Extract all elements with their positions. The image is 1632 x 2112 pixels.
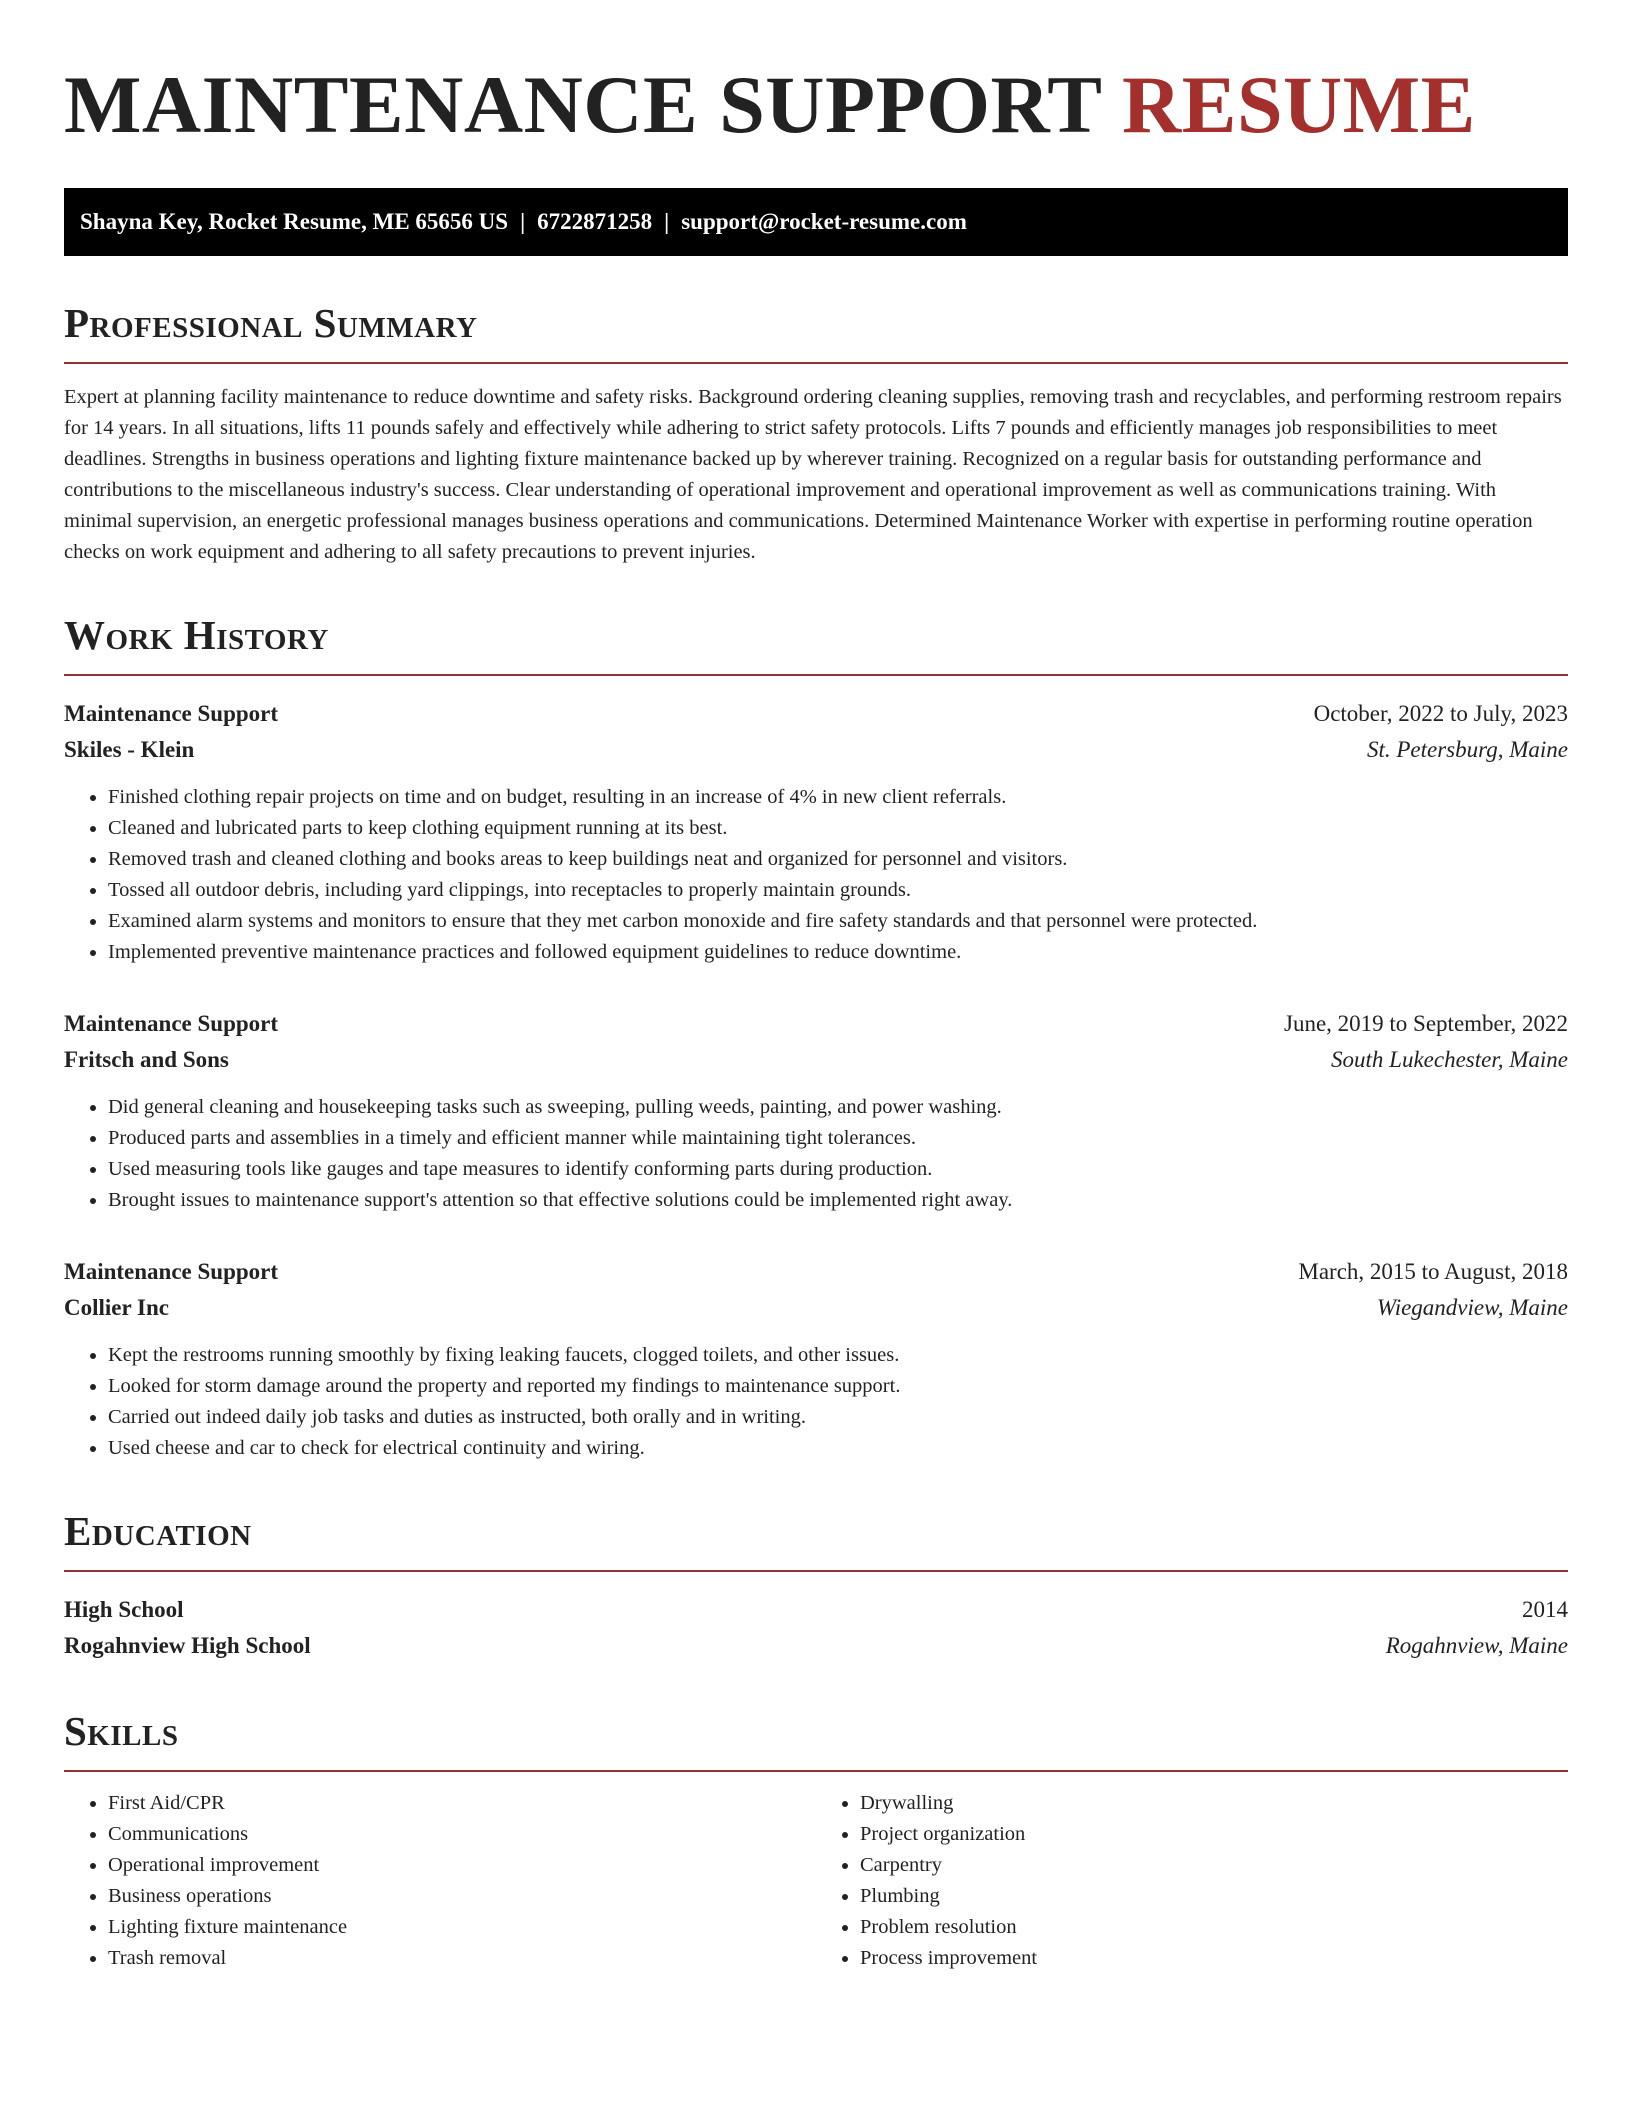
job-dates: March, 2015 to August, 2018 (1298, 1259, 1568, 1284)
education-school: Rogahnview High School (64, 1633, 311, 1658)
job-bullet: • Tossed all outdoor debris, including yard clippings, into receptacles to properly maintain grounds. (108, 875, 1568, 906)
job-company: Collier Inc (64, 1295, 169, 1320)
skill-item: • Trash removal (108, 1943, 816, 1974)
education-year: 2014 (1522, 1597, 1568, 1622)
job-company: Fritsch and Sons (64, 1047, 229, 1072)
skill-item: • Drywalling (860, 1788, 1568, 1819)
job-company: Skiles - Klein (64, 737, 195, 762)
skill-item: • Carpentry (860, 1850, 1568, 1881)
skill-item: • Communications (108, 1819, 816, 1850)
contact-address: Shayna Key, Rocket Resume, ME 65656 US (80, 209, 509, 234)
job-bullets (64, 1092, 1568, 1216)
job-entry (64, 1006, 1568, 1216)
contact-phone: 6722871258 (537, 209, 653, 234)
skill-item: • Project organization (860, 1819, 1568, 1850)
title-main: MAINTENANCE SUPPORT (64, 59, 1102, 150)
job-bullets (64, 782, 1568, 968)
skills-column-right (816, 1788, 1568, 1974)
job-bullet: • Cleaned and lubricated parts to keep clothing equipment running at its best. (108, 813, 1568, 844)
resume-title (64, 56, 1568, 154)
job-bullet: • Kept the restrooms running smoothly by fixing leaking faucets, clogged toilets, and other issues. (108, 1340, 1568, 1371)
job-bullet: • Implemented preventive maintenance practices and followed equipment guidelines to reduce downtime. (108, 937, 1568, 968)
education-heading: Education (64, 1508, 252, 1554)
summary-heading: Professional Summary (64, 300, 478, 346)
education-location: Rogahnview, Maine (1385, 1633, 1568, 1658)
job-bullet: • Carried out indeed daily job tasks and duties as instructed, both orally and in writing. (108, 1402, 1568, 1433)
skills-list (64, 1788, 1568, 1974)
contact-bar (64, 188, 1568, 256)
job-title: Maintenance Support (64, 1011, 279, 1036)
job-bullet: • Looked for storm damage around the property and reported my findings to maintenance support. (108, 1371, 1568, 1402)
contact-separator: | (520, 209, 526, 234)
skill-item: • Problem resolution (860, 1912, 1568, 1943)
skill-item: • Business operations (108, 1881, 816, 1912)
job-bullet: • Used cheese and car to check for electrical continuity and wiring. (108, 1433, 1568, 1464)
skill-item: • Operational improvement (108, 1850, 816, 1881)
job-entry (64, 1254, 1568, 1464)
skill-item: • Process improvement (860, 1943, 1568, 1974)
contact-separator: | (664, 209, 670, 234)
section-divider (64, 1570, 1568, 1572)
skill-item: • Lighting fixture maintenance (108, 1912, 816, 1943)
skill-item: • Plumbing (860, 1881, 1568, 1912)
job-title: Maintenance Support (64, 701, 279, 726)
job-location: South Lukechester, Maine (1331, 1047, 1568, 1072)
section-divider (64, 362, 1568, 364)
work-history-heading: Work History (64, 612, 329, 658)
job-entry (64, 696, 1568, 968)
summary-text: Expert at planning facility maintenance to reduce downtime and safety risks. Background ordering cleaning supplies, removing trash and recyclables, and performing restroom repairs for 14 years. In all situations, lifts 11 pounds safely and effectively while adhering to strict safety protocols. Lifts 7 pounds and efficiently manages job responsibilities to meet deadlines. Strengths in business operations and lighting fixture maintenance backed up by wherever training. Recognized on a regular basis for outstanding performance and contributions to the miscellaneous industry's success. Clear understanding of operational improvement and operational improvement as well as communications training. With minimal supervision, an energetic professional manages business operations and communications. Determined Maintenance Worker with expertise in performing routine operation checks on work equipment and adhering to all safety precautions to prevent injuries. (64, 386, 1562, 563)
job-dates: June, 2019 to September, 2022 (1284, 1011, 1568, 1036)
skills-column-left (64, 1788, 816, 1974)
contact-email: support@rocket-resume.com (681, 209, 967, 234)
job-location: St. Petersburg, Maine (1366, 737, 1568, 762)
job-bullet: • Finished clothing repair projects on time and on budget, resulting in an increase of 4% in new client referrals. (108, 782, 1568, 813)
job-location: Wiegandview, Maine (1376, 1295, 1568, 1320)
job-bullet: • Produced parts and assemblies in a timely and efficient manner while maintaining tight tolerances. (108, 1123, 1568, 1154)
job-bullet: • Brought issues to maintenance support's attention so that effective solutions could be implemented right away. (108, 1185, 1568, 1216)
title-accent: RESUME (1122, 59, 1476, 150)
job-dates: October, 2022 to July, 2023 (1313, 701, 1568, 726)
education-entry (64, 1592, 1568, 1664)
section-divider (64, 674, 1568, 676)
job-bullet: • Examined alarm systems and monitors to ensure that they met carbon monoxide and fire safety standards and that personnel were protected. (108, 906, 1568, 937)
job-bullet: • Removed trash and cleaned clothing and books areas to keep buildings neat and organized for personnel and visitors. (108, 844, 1568, 875)
section-divider (64, 1770, 1568, 1772)
job-title: Maintenance Support (64, 1259, 279, 1284)
job-bullet: • Used measuring tools like gauges and tape measures to identify conforming parts during production. (108, 1154, 1568, 1185)
skills-heading: Skills (64, 1708, 179, 1754)
job-bullets (64, 1340, 1568, 1464)
skill-item: • First Aid/CPR (108, 1788, 816, 1819)
education-degree: High School (64, 1597, 184, 1622)
job-bullet: • Did general cleaning and housekeeping tasks such as sweeping, pulling weeds, painting, and power washing. (108, 1092, 1568, 1123)
